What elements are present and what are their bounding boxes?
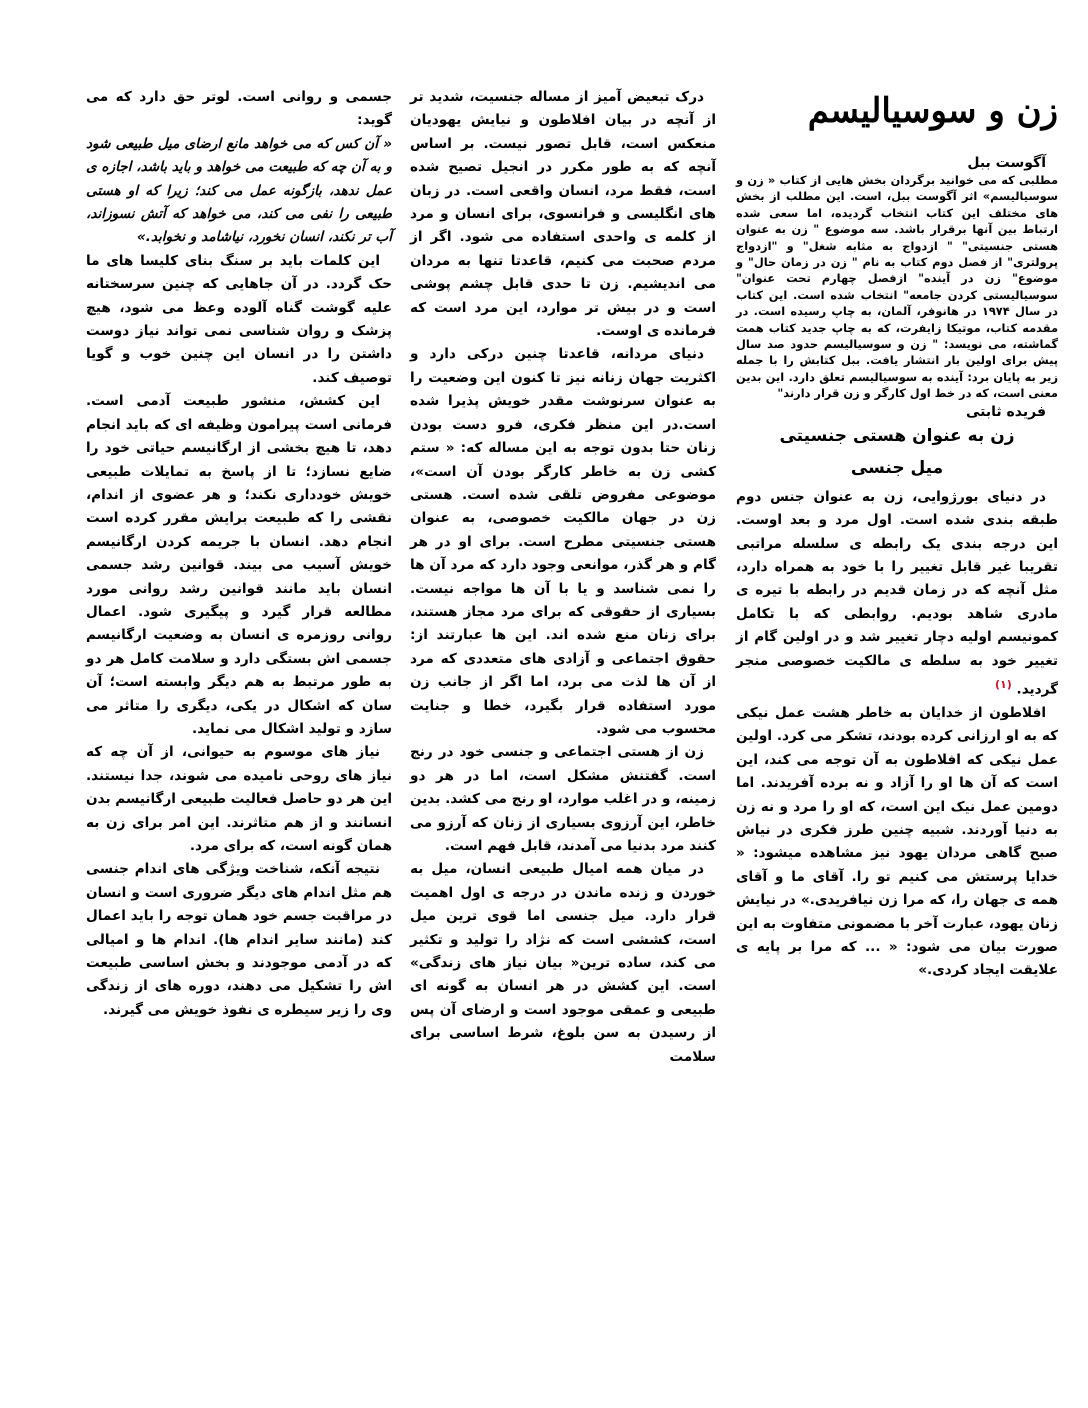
paragraph: دنیای مردانه، قاعدتا چنین درکی دارد و اکثریت جهان زنانه نیز تا کنون این وضعیت را به عنوان سرنوشت مقدر خویش پذیرا شده است.در این منظر فکری، فرو دست بودن زنان حتا بدون توجه به این مساله که: « ستم کشی زن به خاطر کارگر بودن آن است»، موضوعی مفروض تلقی شده است. هستی زن در جهان مالکیت خصوصی، به عنوان هستی جنسیتی مطرح است. برای او در هر گام و هر گذر، موانعی وجود دارد که مرد آن ها را نمی شناسد و یا با آن ها مواجه نیست. بسیاری از حقوقی که برای مرد مجاز هستند، برای زنان منع شده اند. این ها عبارتند از: حقوق اجتماعی و آزادی های متعددی که مرد از آن ها لذت می برد، اما اگر از جانب زن مورد استفاده قرار بگیرد، خطا و جنایت محسوب می شود. [410,346,716,737]
article-title: زن و سوسیالیسم [807,91,1058,131]
paragraph: زن از هستی اجتماعی و جنسی خود در رنج است. گفتنش مشکل است، اما در هر دو زمینه، و در اغلب موارد، او رنج می کشد. بدین خاطر، این آرزوی بسیاری از زنان که آرزو می کنند مرد بدنیا می آمدند، قابل فهم است. [410,744,716,854]
middle-column [410,86,716,1069]
paragraph: در میان همه امیال طبیعی انسان، میل به خوردن و زنده ماندن در درجه ی اول اهمیت قرار دارد. میل جنسی اما قوی ترین میل است، کششی است که نژاد را تولید و تکثیر می کند، ساده ترین« بیان نیاز های زندگی» است. این کشش در هر انسان به گونه ای طبیعی و عمقی موجود است و ارضای آن پس از رسیدن به سن بلوغ، شرط اساسی برای سلامت [410,861,716,1065]
paragraph-text: در دنیای بورژوایی، زن به عنوان جنس دوم طبقه بندی شده است. اول مرد و بعد اوست. این درجه بندی یک رابطه ی سلسله مراتبی تقریبا غیر قابل تغییر را با خود به همراه دارد، مثل آنچه که در زمان قدیم در رابطه با تیره ی مادری شاهد بودیم. روابطی که با تکامل کمونیسم اولیه دچار تغییر شد و در اولین گام از تغییر خود به سلطه ی مالکیت خصوصی منجر گردید. [736,488,1058,698]
right-column [736,86,1058,983]
paragraph [736,486,1058,702]
paragraph: این کلمات باید بر سنگ بنای کلیسا های ما حک گردد. در آن جاهایی که چنین سرسختانه علیه گوشت گناه آلوده وعظ می شود، هیچ پزشک و روان شناسی نمی تواند نیاز دوست داشتن را در انسان این چنین خوب و گویا توصیف کند. [86,252,392,386]
paragraph: نیاز های موسوم به حیوانی، از آن چه که نیاز های روحی نامیده می شوند، جدا نیستند. این هر دو حاصل فعالیت طبیعی ارگانیسم بدن انسانند و از هم متاثرند. این امر برای زن به همان گونه است، که برای مرد. [86,744,392,854]
intro-text: مطلبی که می خوانید برگردان بخش هایی از کتاب « زن و سوسیالیسم» اثر آگوست ببل، است. این مطلب از بخش های مختلف این کتاب انتخاب گردیده، اما سعی شده ارتباط بین آنها برقرار باشد. سه موضوع " زن به عنوان هستی جنسیتی" " ازدواج به مثابه شغل" و "ازدواج پرولتری" از فصل دوم کتاب به نام " زن در زمان حال" و موضوع" زن در آینده" ازفصل چهارم تحت عنوان" سوسیالیستی کردن جامعه" انتخاب شده است. این کتاب در سال ۱۹۷۴ در هانوفر، آلمان، به چاپ رسیده است. در مقدمه کتاب، موتیکا زایفرت، که به چاپ جدید کتاب همت گماشته، می نویسد: " زن و سوسیالیسم حدود صد سال پیش برای اولین بار انتشار یافت. ببل کتابش را با جمله زیر به پایان برد: آینده به سوسیالیسم تعلق دارد. این بدین معنی است، که در خط اول کارگر و زن قرار دارند" [736,173,1058,401]
section-subtitle-2: میل جنسی [850,457,944,478]
translator-name: فریده ثابتی [965,403,1046,420]
author-name: آگوست ببل [967,155,1046,171]
paragraph: جسمی و روانی است. لوتر حق دارد که می گوید: [86,89,392,129]
section-subtitle-1: زن به عنوان هستی جنسیتی [779,425,1015,446]
paragraph: نتیجه آنکه، شناخت ویژگی های اندام جنسی هم مثل اندام های دیگر ضروری است و انسان در مراقبت جسم خود همان توجه را باید اعمال کند (مانند سایر اندام ها). اندام ها و امیالی که در آدمی موجودند و بخش اساسی طبیعت اش را تشکیل می دهند، دوره های از زندگی وی را زیر سیطره ی نفوذ خویش می گیرند. [86,861,392,1018]
footnote-marker[interactable]: (۱) [995,677,1012,691]
luther-quote: « آن کس که می خواهد مانع ارضای میل طبیعی شود و به آن چه که طبیعت می خواهد و باید باشد، اجازه ی عمل ندهد، بازگونه عمل می کند؛ زیرا که او هستی طبیعی را نفی می کند، می خواهد که آتش نسوزاند، آب تر نکند، انسان نخورد، نیاشامد و نخوابد.» [86,135,392,246]
left-column [86,86,392,1022]
intro-block [736,172,1058,402]
paragraph: این کشش، منشور طبیعت آدمی است. فرمانی است پیرامون وظیفه ای که باید انجام دهد، تا هیچ بخشی از ارگانیسم حیاتی خود را ضایع نسازد؛ تا از پاسخ به تمایلات طبیعی خویش خودداری نکند؛ و هر عضوی از اندام، نقشی را که طبیعت برایش مقرر کرده است انجام دهد. انسان با جریمه کردن ارگانیسم خویش آسیب می بیند. قوانین رشد جسمی انسان باید مانند قوانین رشد روانی مورد مطالعه قرار گیرد و پیگیری شود. اعمال روانی روزمره ی انسان به وضعیت ارگانیسم جسمی اش بستگی دارد و سلامت کامل هر دو به طور مرتبط به هم دیگر وابسته است؛ آن سان که اشکال در یکی، دیگری را متاثر می سازد و تولید اشکال می نماید. [86,393,392,737]
paragraph: درک تبعیض آمیز از مساله جنسیت، شدید تر از آنچه در بیان افلاطون و نیایش یهودیان منعکس است، قابل تصور نیست. بر اساس آنچه که به طور مکرر در انجیل تصیح شده است، فقط مرد، انسان واقعی است. در زبان های انگلیسی و فرانسوی، برای انسان و مرد از کلمه ی واحدی استفاده می شود. اگر از مردم صحبت می کنیم، قاعدتا تنها به مردان می اندیشیم. زن تا حدی قابل چشم پوشی است و در بیش تر موارد، این مرد است که فرمانده ی اوست. [410,89,716,340]
paragraph: افلاطون از خدایان به خاطر هشت عمل نیکی که به او ارزانی کرده بودند، تشکر می کرد. اولین عمل نیکی که افلاطون به آن توجه می کند، این است که آن ها او را آزاد و نه برده آفریدند. اما دومین عمل نیک این است، که او را مرد و نه زن به دنیا آوردند. شبیه چنین طرز فکری در نیاش صبح گاهی مردان یهود نیز مشاهده میشود: « خدایا پرستش می کنیم تو را. آقای ما و آقای همه ی جهان را، که مرا زن نیافریدی.» در نیایش زنان یهود، عبارت آخر با مضمونی متفاوت به این صورت بیان می شود: « ... که مرا بر پایه ی علایقت ایجاد کردی.» [736,704,1058,979]
